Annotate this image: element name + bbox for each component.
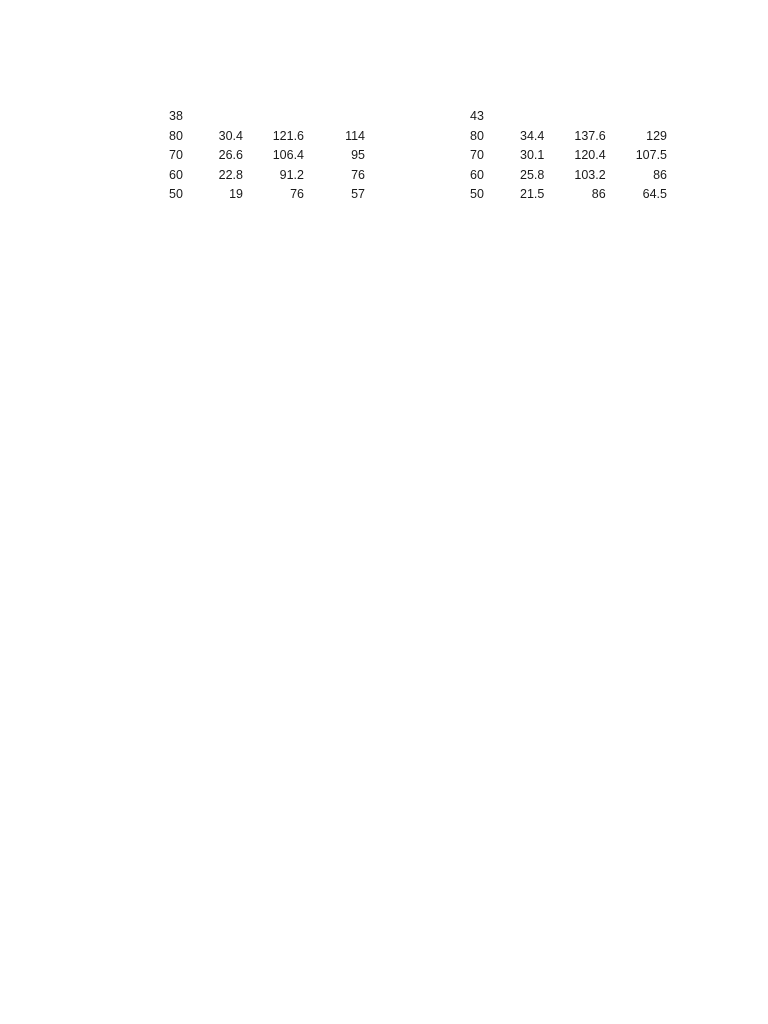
block-header-row <box>470 107 667 127</box>
table-cell: 103.2 <box>574 167 606 182</box>
table-cell: 120.4 <box>574 148 606 162</box>
table-cell: 137.6 <box>574 128 606 143</box>
table-cell: 106.4 <box>272 148 304 162</box>
table-cell: 70 <box>169 148 183 162</box>
table-cell: 86 <box>653 167 667 182</box>
table-row <box>470 146 667 166</box>
table-cell: 21.5 <box>520 187 545 201</box>
table-cell: 26.6 <box>218 148 243 162</box>
table-cell: 60 <box>169 167 183 182</box>
table-row <box>470 185 667 205</box>
table-cell: 70 <box>470 148 484 162</box>
table-cell: 129 <box>646 128 667 143</box>
table-cell: 80 <box>169 128 183 143</box>
table-cell: 50 <box>470 187 484 201</box>
block-header-cell: 38 <box>169 109 183 123</box>
table-row <box>470 127 667 147</box>
table-cell: 121.6 <box>272 128 304 143</box>
table-cell: 19 <box>229 187 243 201</box>
table-cell: 25.8 <box>520 167 545 182</box>
table-cell: 86 <box>591 187 606 201</box>
table-cell: 30.4 <box>218 128 243 143</box>
table-row <box>169 185 365 205</box>
table-row <box>169 127 365 147</box>
table-cell: 34.4 <box>520 128 545 143</box>
table-cell: 22.8 <box>218 167 243 182</box>
block-header-row <box>169 107 365 127</box>
table-cell: 60 <box>470 167 484 182</box>
table-row <box>470 166 667 186</box>
table-row <box>169 146 365 166</box>
block-header-cell: 43 <box>470 109 484 123</box>
table-cell: 114 <box>345 128 365 143</box>
table-cell: 76 <box>290 187 304 201</box>
data-block-right <box>470 107 667 205</box>
table-cell: 107.5 <box>635 148 667 162</box>
table-row <box>169 166 365 186</box>
table-cell: 80 <box>470 128 484 143</box>
table-cell: 30.1 <box>520 148 545 162</box>
table-cell: 50 <box>169 187 183 201</box>
data-block-left <box>169 107 365 205</box>
table-cell: 76 <box>351 167 365 182</box>
table-cell: 91.2 <box>279 167 304 182</box>
table-cell: 95 <box>351 148 365 162</box>
table-cell: 64.5 <box>642 187 667 201</box>
table-cell: 57 <box>351 187 365 201</box>
